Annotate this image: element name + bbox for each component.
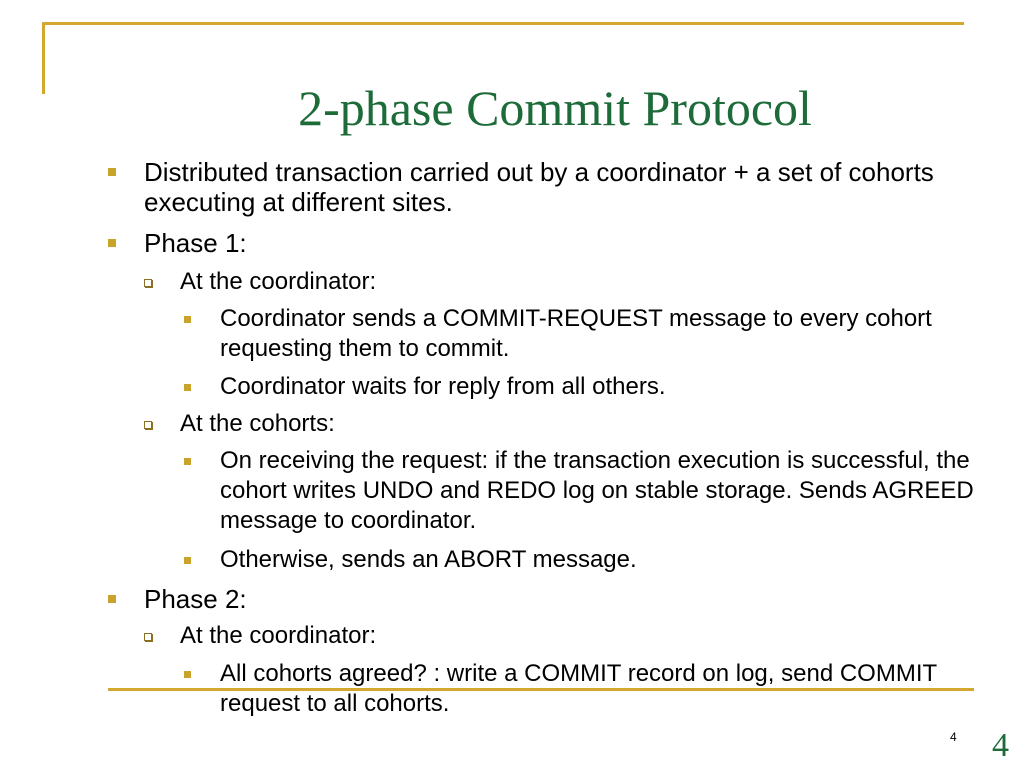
bullet-item <box>220 545 990 575</box>
bullet-text: Distributed transaction carried out by a coordinator + a set of cohorts executing at different sites. <box>144 157 934 217</box>
slide-number-small: 4 <box>950 730 957 744</box>
bullet-item <box>180 268 970 296</box>
bullet-item <box>144 584 984 614</box>
bullet-text: At the coordinator: <box>180 622 377 649</box>
square-bullet-icon <box>184 671 191 678</box>
bullet-text: At the coordinator: <box>180 268 377 295</box>
square-bullet-icon <box>108 168 116 176</box>
bullet-text: Phase 2: <box>144 584 247 614</box>
square-bullet-icon <box>184 316 191 323</box>
bullet-item <box>220 304 990 364</box>
bullet-item <box>180 410 970 438</box>
hollow-square-bullet-icon <box>144 279 152 287</box>
bullet-text: All cohorts agreed? : write a COMMIT record on log, send COMMIT request to all cohorts. <box>220 660 937 717</box>
bullet-item <box>220 659 960 719</box>
bullet-text: At the cohorts: <box>180 410 335 437</box>
square-bullet-icon <box>108 239 116 247</box>
bullet-text: Coordinator sends a COMMIT-REQUEST message to every cohort requesting them to commit. <box>220 305 932 362</box>
bullet-text: Coordinator waits for reply from all others. <box>220 373 666 400</box>
frame-left-line <box>42 22 45 94</box>
hollow-square-bullet-icon <box>144 633 152 641</box>
square-bullet-icon <box>184 458 191 465</box>
bullet-item <box>144 228 984 258</box>
square-bullet-icon <box>108 595 116 603</box>
slide-title: 2-phase Commit Protocol <box>298 80 812 136</box>
frame-top-line <box>42 22 964 25</box>
bullet-item <box>144 157 984 217</box>
bullet-item <box>180 622 970 650</box>
hollow-square-bullet-icon <box>144 421 152 429</box>
bullet-item <box>220 446 990 536</box>
square-bullet-icon <box>184 384 191 391</box>
bullet-item <box>220 372 990 402</box>
bullet-text: Otherwise, sends an ABORT message. <box>220 546 637 573</box>
slide-number-large: 4 <box>992 727 1009 764</box>
bullet-text: On receiving the request: if the transaction execution is successful, the cohort writes UNDO and REDO log on stable storage. Sends AGREED message to coordinator. <box>220 447 974 534</box>
bullet-text: Phase 1: <box>144 228 247 258</box>
square-bullet-icon <box>184 557 191 564</box>
